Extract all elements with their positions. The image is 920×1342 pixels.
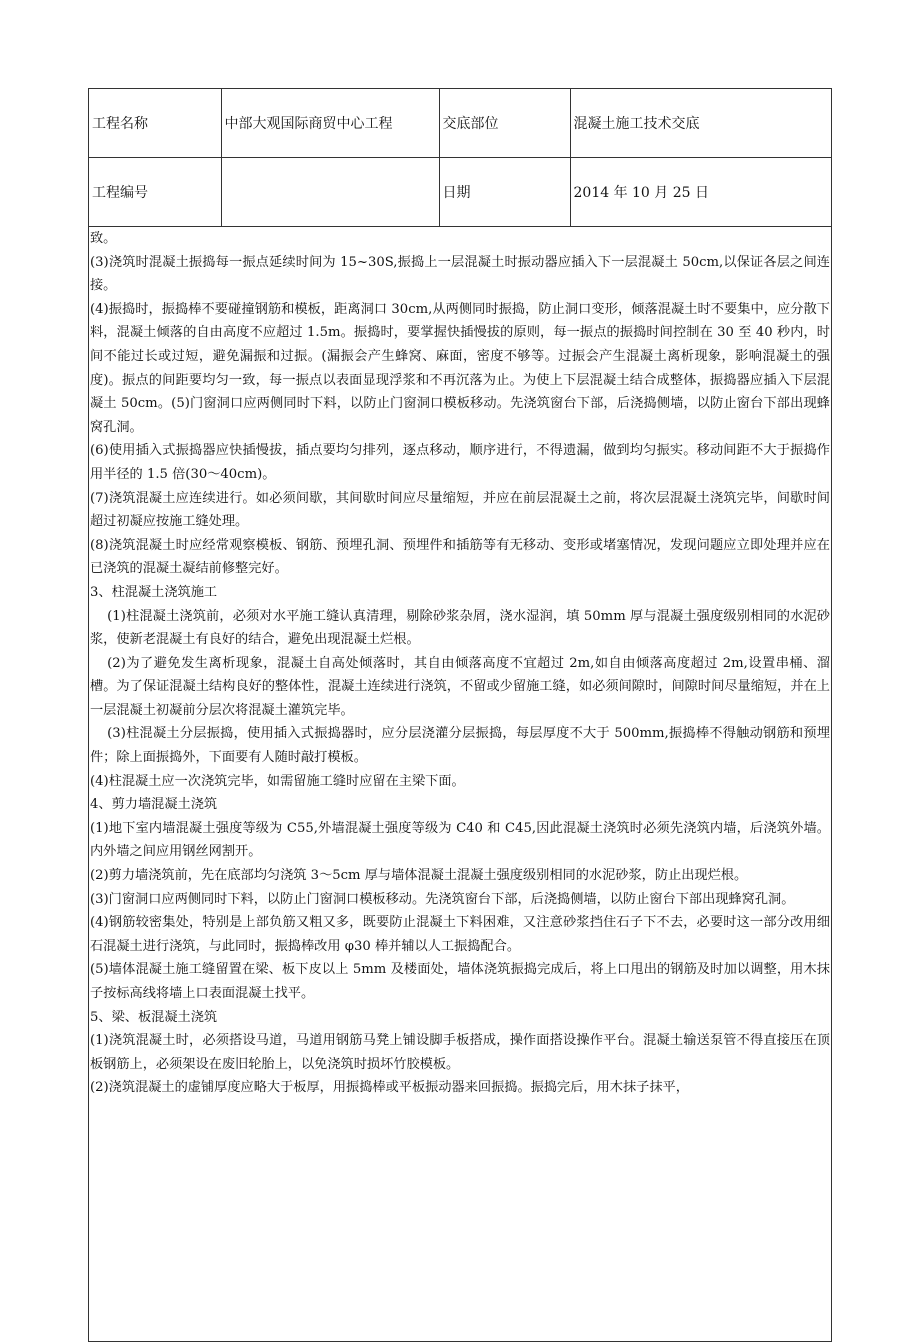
content-paragraph: (3)浇筑时混凝土振捣每一振点延续时间为 15~30S,振捣上一层混凝土时振动器应插入下一层混凝土 50cm,以保证各层之间连接。: [90, 254, 830, 294]
project-number-value: [221, 158, 439, 227]
content-paragraph: (4)柱混凝土应一次浇筑完毕，如需留施工缝时应留在主梁下面。: [90, 773, 465, 789]
content-paragraph: (1)浇筑混凝土时，必须搭设马道，马道用钢筋马凳上铺设脚手板搭成，操作面搭设操作平台。混凝土输送泵管不得直接压在顶板钢筋上，必须架设在废旧轮胎上，以免浇筑时损坏竹胶模板。: [90, 1033, 830, 1072]
date-value: 2014 年 10 月 25 日: [570, 158, 831, 227]
content-paragraph: (2)剪力墙浇筑前，先在底部均匀浇筑 3～5cm 厚与墙体混凝土混凝土强度级别相同的水泥砂浆，防止出现烂根。: [90, 868, 748, 884]
date-label: 日期: [439, 158, 570, 227]
content-paragraph: (7)浇筑混凝土应连续进行。如必须间歇，其间歇时间应尽量缩短，并应在前层混凝土之前，将次层混凝土浇筑完毕，间歇时间超过初凝应按施工缝处理。: [90, 490, 830, 530]
content-paragraph: (3)门窗洞口应两侧同时下料，以防止门窗洞口模板移动。先浇筑窗台下部，后浇捣侧墙，以防止窗台下部出现蜂窝孔洞。: [90, 891, 795, 907]
project-name-label: 工程名称: [89, 89, 221, 158]
header-row-1: [89, 89, 831, 158]
content-paragraph: 5、梁、板混凝土浇筑: [90, 1009, 218, 1025]
project-number-label: 工程编号: [89, 158, 221, 227]
content-paragraph: (4)振捣时，振捣棒不要碰撞钢筋和模板，距离洞口 30cm,从两侧同时振捣，防止洞口变形，倾落混凝土时不要集中，应分散下料，混凝土倾落的自由高度不应超过 1.5m。振捣时，要掌握快插慢拔的原则，每一振点的振捣时间控制在 30 至 40 秒内，时间不能过长或过短，避免漏振和过振。(漏振会产生蜂窝、麻面，密度不够等。过振会产生混凝土离析现象，影响混凝土的强度)。振点的间距要均匀一致，每一振点以表面显现浮浆和不再沉落为止。为使上下层混凝土结合成整体，振捣器应插入下层混凝土 50cm。(5)门窗洞口应两侧同时下料，以防止门窗洞口模板移动。先浇筑窗台下部，后浇捣侧墙，以防止窗台下部出现蜂窝孔洞。: [90, 301, 830, 435]
content-paragraph: (2)为了避免发生离析现象，混凝土自高处倾落时，其自由倾落高度不宜超过 2m,如自由倾落高度超过 2m,设置串桶、溜槽。为了保证混凝土结构良好的整体性，混凝土连续进行浇筑，不留或少留施工缝，如必须间隙时，间隙时间尽量缩短，并在上一层混凝土初凝前分层次将混凝土灌筑完毕。: [90, 655, 830, 718]
header-table: [89, 89, 831, 227]
technical-briefing-form: [88, 88, 832, 1342]
content-paragraph: (1)柱混凝土浇筑前，必须对水平施工缝认真清理，剔除砂浆杂屑，浇水湿润，填 50mm 厚与混凝土强度级别相同的水泥砂浆，使新老混凝土有良好的结合，避免出现混凝土烂根。: [90, 608, 830, 648]
content-paragraph: (6)使用插入式振捣器应快插慢拔，插点要均匀排列，逐点移动，顺序进行，不得遗漏，做到均匀振实。移动间距不大于振捣作用半径的 1.5 倍(30～40cm)。: [90, 443, 830, 482]
content-paragraph: (3)柱混凝土分层振捣，使用插入式振捣器时，应分层浇灌分层振捣，每层厚度不大于 500mm,振捣棒不得触动钢筋和预埋件；除上面振捣外，下面要有人随时敲打模板。: [90, 726, 830, 766]
content-paragraph: (8)浇筑混凝土时应经常观察模板、钢筋、预埋孔洞、预埋件和插筋等有无移动、变形或堵塞情况，发现问题应立即处理并应在已浇筑的混凝土凝结前修整完好。: [90, 537, 830, 577]
content-paragraph: (2)浇筑混凝土的虚铺厚度应略大于板厚，用振捣棒或平板振动器来回振捣。振捣完后，用木抹子抹平，: [90, 1080, 689, 1096]
content-paragraph: (1)地下室内墙混凝土强度等级为 C55,外墙混凝土强度等级为 C40 和 C45,因此混凝土浇筑时必须先浇筑内墙，后浇筑外墙。内外墙之间应用钢丝网割开。: [90, 820, 830, 860]
briefing-area-label: 交底部位: [439, 89, 570, 158]
briefing-content: [89, 227, 831, 1341]
content-paragraph: 致。: [90, 231, 117, 246]
content-paragraph: 3、柱混凝土浇筑施工: [90, 584, 218, 600]
content-paragraph: (4)钢筋较密集处，特别是上部负筋又粗又多，既要防止混凝土下料困难，又注意砂浆挡住石子下不去，必要时这一部分改用细石混凝土进行浇筑，与此同时，振捣棒改用 φ30 棒并辅以人工振捣配合。: [90, 915, 830, 954]
content-paragraph: 4、剪力墙混凝土浇筑: [90, 797, 218, 813]
header-row-2: [89, 158, 831, 227]
content-paragraph: (5)墙体混凝土施工缝留置在梁、板下皮以上 5mm 及楼面处，墙体浇筑振捣完成后，将上口甩出的钢筋及时加以调整，用木抹子按标高线将墙上口表面混凝土找平。: [90, 962, 830, 1001]
briefing-area-value: 混凝土施工技术交底: [570, 89, 831, 158]
project-name-value: 中部大观国际商贸中心工程: [221, 89, 439, 158]
